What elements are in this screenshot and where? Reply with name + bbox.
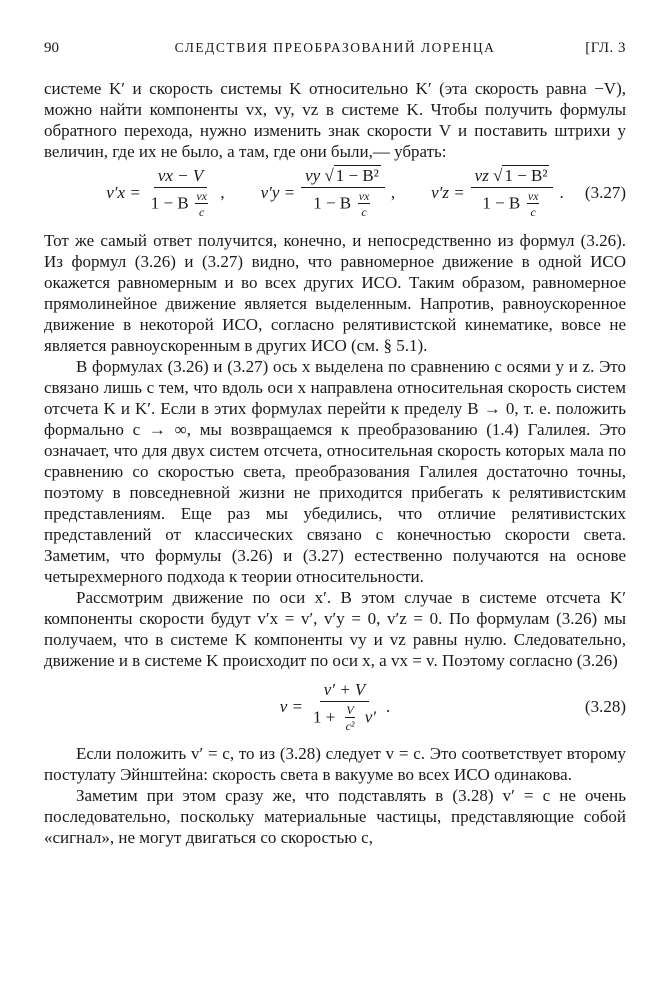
- running-header: [44, 40, 626, 62]
- eq-term-vy: v′y = vy √ 1 − B² 1 − B $\frac{vx}{c}$ ,: [260, 166, 396, 219]
- paragraph: Рассмотрим движение по оси x′. В этом случае в системе отсчета K′ компоненты скорости будут v′x = v′, v′y = 0, v′z = 0. По формулам (3.26) мы получаем, что в системе K компоненты vy и vz равны нулю. Следовательно, движение и в системе K происходит по оси x, а vx = v. Поэтому согласно (3.26): [44, 588, 626, 670]
- equation-3-27: [44, 162, 626, 224]
- paragraph: системе K′ и скорость системы K относительно K′ (эта скорость равна −V), можно найти компоненты vx, vy, vz в системе K. Чтобы получить формулы обратного перехода, нужно изменить знак скорости V и поставить штрихи у величин, где их не было, а там, где они были,— убрать:: [44, 79, 626, 161]
- equation-number: (3.27): [584, 183, 626, 202]
- equation-3-28: v = v′ + V 1 + $\frac{V}{\text{c²}}$ v′ . (3.28): [279, 680, 626, 733]
- paragraph: Тот же самый ответ получится, конечно, и непосредственно из формул (3.26). Из формул (3.26) и (3.27) видно, что равномерное движение в одной ИСО окажется равномерным и во всех других ИСО. Таким образом, равномерное прямолинейное движение является выделенным. Напротив, равноускоренное движение в некоторой ИСО, согласно релятивистской кинематике, вовсе не является равноускоренным в других ИСО (см. § 5.1).: [44, 231, 626, 355]
- eq-term-vx: v′x = vx − V 1 − B $\frac{vx}{c}$ ,: [106, 166, 225, 219]
- paragraph: В формулах (3.26) и (3.27) ось x выделена по сравнению с осями y и z. Это связано лишь с тем, что вдоль оси x направлена относительная скорость систем отсчета K и K′. Если в этих формулах перейти к пределу B → 0, т. е. положить формально c → ∞, мы возвращаемся к преобразованию (1.4) Галилея. Это означает, что для двух систем отсчета, относительная скорость которых мала по сравнению со скоростью света, преобразования Галилея достаточно точны, поэтому в повседневной жизни не приходится прибегать к релятивистским представлениям. Еще раз мы убедились, что отличие релятивистских представлений от классических связано с конечностью скорости света. Заметим, что формулы (3.26) и (3.27) естественно получаются на основе четырехмерного подхода к теории относительности.: [44, 357, 626, 586]
- page-body: [44, 78, 626, 848]
- eq-term-vz: v′z = vz √ 1 − B² 1 − B $\frac{vx}{c}$ .: [431, 166, 564, 219]
- paragraph: Заметим при этом сразу же, что подставлять в (3.28) v′ = c не очень последовательно, поскольку материальные частицы, представляющие собой «сигнал», не могут двигаться со скоростью c,: [44, 786, 626, 847]
- chapter-label: [ГЛ. 3: [585, 40, 626, 56]
- page-number: 90: [44, 40, 59, 56]
- equation-number: (3.28): [584, 697, 626, 716]
- paragraph: Если положить v′ = c, то из (3.28) следует v = c. Это соответствует второму постулату Эйнштейна: скорость света в вакууме во всех ИСО одинакова.: [44, 744, 626, 784]
- running-title: СЛЕДСТВИЯ ПРЕОБРАЗОВАНИЙ ЛОРЕНЦА: [174, 40, 496, 55]
